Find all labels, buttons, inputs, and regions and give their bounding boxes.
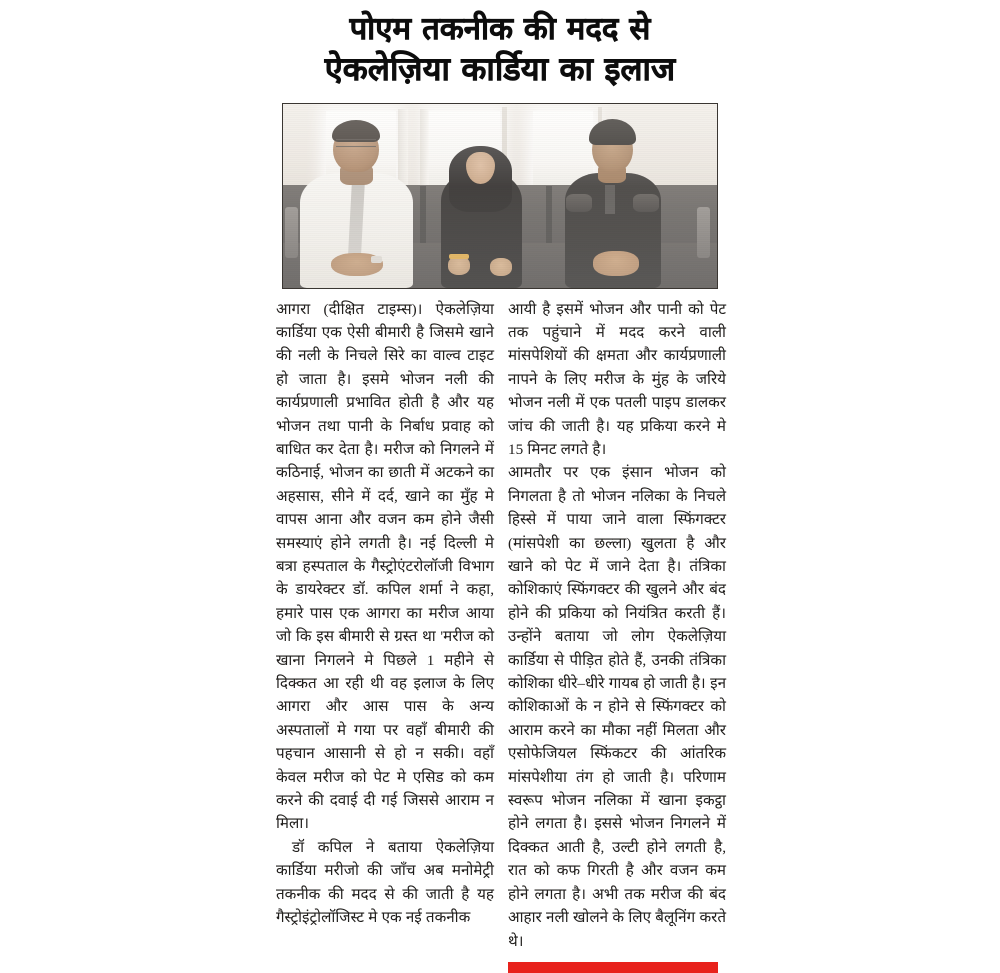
photo-cushion-divider-a [420,186,426,247]
photo-person-woman-hand-left [448,256,471,274]
photo-cushion-divider-b [546,186,552,247]
headline-line-2: ऐकलेज़िया कार्डिया का इलाज [324,50,676,89]
glasses-icon [336,139,376,148]
article-photo [282,103,718,289]
paragraph: आगरा (दीक्षित टाइम्स)। ऐकलेज़िया कार्डिया एक ऐसी बीमारी है जिसमे खाने की नली के निचले सिरे का वाल्व टाइट हो जाता है। इसमे भोजन नली की कार्यप्रणाली प्रभावित होती है और यह भोजन तथा पानी के निर्बाध प्रवाह को बाधित कर देता है। मरीज को निगलने में कठिनाई, भोजन का छाती में अटकने का अहसास, सीने में दर्द, खाने का मुँह मे वापस आना और वजन कम होने जैसी समस्याएं होने लगती है। नई दिल्ली मे बत्रा हस्पताल के गैस्ट्रोएंटरोलॉजी विभाग के डायरेक्टर डॉ. कपिल शर्मा ने कहा, हमारे पास एक आगरा का मरीज आया जो कि इस बीमारी से ग्रस्त था 'मरीज को खाना निगलने मे पिछले 1 महीने से दिक्कत आ रही थी वह इलाज के लिए आगरा और आस पास के अन्य अस्पतालों मे गया पर वहाँ बीमारी की पहचान आसानी से हो न सकी। वहाँ केवल मरीज को पेट मे एसिड को कम करने की दवाई दी गई जिससे आराम न मिला। [276,300,494,833]
article-column-right [508,298,726,973]
photo-curtain-b [420,109,430,188]
headline-line-1: पोएम तकनीक की मदद से [349,11,651,47]
newspaper-clipping [276,0,726,950]
photo-person-man-hands [593,251,639,277]
photo-shirt-placket [605,185,615,214]
article-column-left [276,298,494,973]
paragraph: डॉ कपिल ने बताया ऐकलेज़िया कार्डिया मरीजो की जाँच अब मनोमेट्री तकनीक की मदद से की जाती है यह गैस्ट्रोइंट्रोलॉजिस्ट मे एक नई तकनीक [276,838,494,927]
photo-wristwatch [371,256,382,262]
photo-armrest-left [285,207,298,259]
paragraph: आमतौर पर एक इंसान भोजन को निगलता है तो भोजन नलिका के निचले हिस्से में पाया जाने वाला स्फिंगक्टर (मांसपेशी का छल्ला) खुलता है और खाने को पेट में जाने देता है। तंत्रिका कोशिकाएं स्फिंगक्टर की खुलने और बंद होने की प्रकिया को नियंत्रित करती हैं। उन्होंने बताया जो लोग ऐकलेज़िया कार्डिया से पीड़ित होते हैं, उनकी तंत्रिका कोशिका धीरे–धीरे गायब हो जाती है। इन कोशिकाओं के न होने से स्फिंगक्टर को आराम करने का मौका नहीं मिलता और एसोफेजियल स्फिंकटर की आंतरिक मांसपेशीया तंग हो जाती है। परिणाम स्वरूप भोजन नलिका में खाना इकट्ठा होने लगता है। इससे भोजन निगलने में दिक्कत आती है, उल्टी होने लगती है, रात को कफ गिरती है और वजन कम होने लगता है। अभी तक मरीज की बंद आहार नली खोलने के लिए बैलूनिंग करते थे। [508,464,726,950]
paragraph: आयी है इसमें भोजन और पानी को पेट तक पहुंचाने में मदद करने वाली मांसपेशियों की क्षमता और कार्यप्रणाली नापने के लिए मरीज के मुंह के जरिये भोजन नली में एक पतली पाइप डालकर जांच की जाती है। यह प्रकिया करने मे 15 मिनट लगते है। [508,300,726,458]
photo-person-man-sleeve-right [633,194,659,212]
photo-scene [283,104,717,288]
photo-curtain-a [398,109,408,188]
page-title [276,0,724,91]
photo-person-woman-hand-right [490,258,512,275]
red-rule-divider [508,962,718,973]
photo-person-man-sleeve-left [566,194,592,212]
photo-armrest-right [697,207,710,259]
article-body [276,298,724,973]
photo-bangle [449,254,469,259]
